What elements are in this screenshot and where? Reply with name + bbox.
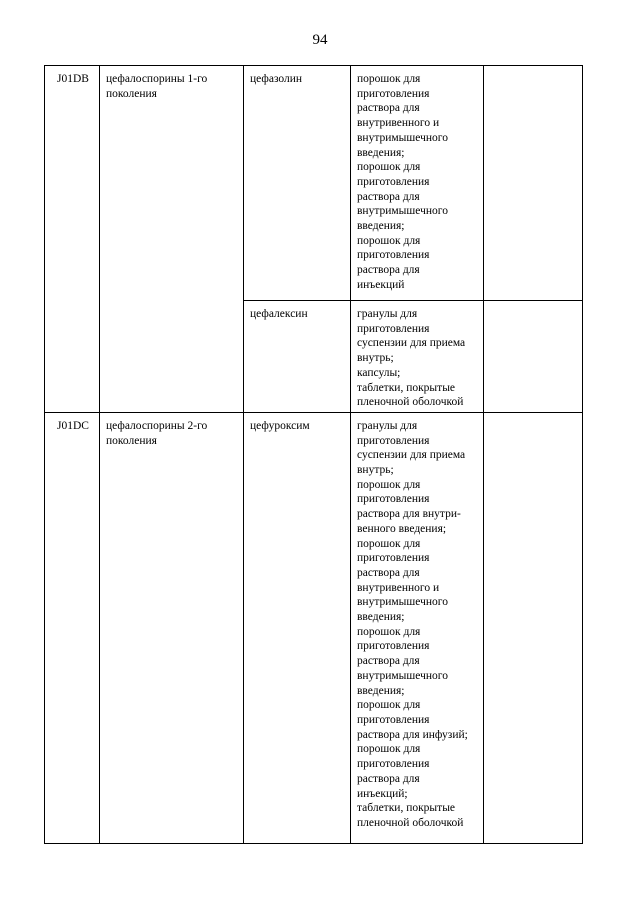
page-number: 94 — [312, 32, 328, 48]
table-row — [45, 412, 583, 843]
empty-cell — [484, 412, 583, 843]
drug-name-cell: цефуроксим — [244, 412, 351, 843]
empty-cell — [484, 66, 583, 301]
empty-cell — [484, 301, 583, 413]
drug-name-cell: цефазолин — [244, 66, 351, 301]
atc-code-cell: J01DC — [45, 412, 100, 843]
atc-code-cell: J01DB — [45, 66, 100, 413]
dosage-forms-cell: порошок для приготовления раствора для внутривенного и внутримышечного введения; порошок для приготовления раствора для внутримышечного введения; порошок для приготовления раствора для инъекций — [351, 66, 484, 301]
table-row — [45, 66, 583, 301]
group-name-cell: цефалоспорины 1-го поколения — [100, 66, 244, 413]
dosage-forms-cell: гранулы для приготовления суспензии для приема внутрь; порошок для приготовления раствора для внутри- венного введения; порошок для приготовления раствора для внутривенного и внутримышечного введения; порошок для приготовления раствора для внутримышечного введения; порошок для приготовления раствора для инфузий; порошок для приготовления раствора для инъекций; таблетки, покрытые пленочной оболочкой — [351, 412, 484, 843]
group-name-cell: цефалоспорины 2-го поколения — [100, 412, 244, 843]
drug-name-cell: цефалексин — [244, 301, 351, 413]
dosage-forms-cell: гранулы для приготовления суспензии для приема внутрь; капсулы; таблетки, покрытые пленочной оболочкой — [351, 301, 484, 413]
medication-table — [44, 65, 583, 844]
